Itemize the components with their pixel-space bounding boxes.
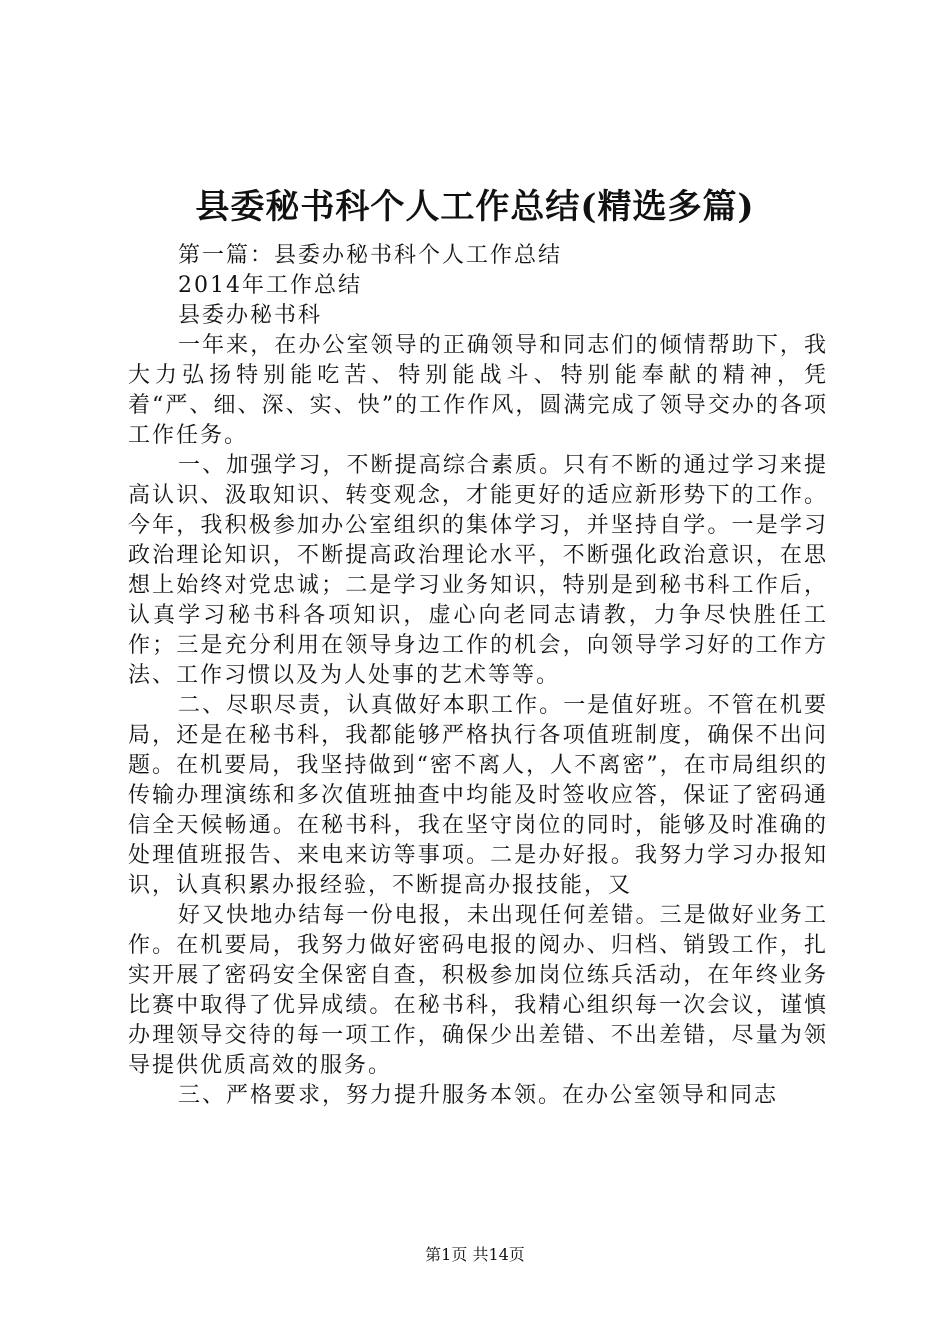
paragraph: 二、尽职尽责，认真做好本职工作。一是值好班。不管在机要局，还是在秘书科，我都能够严格执行各项值班制度，确保不出问题。在机要局，我坚持做到“密不离人，人不离密”，在市局组织的传输办理演练和多次值班抽查中均能及时签收应答，保证了密码通信全天候畅通。在秘书科，我在坚守岗位的同时，能够及时准确的处理值班报告、来电来访等事项。二是办好报。我努力学习办报知识，认真积累办报经验，不断提高办报技能，又 [128,693,828,898]
paragraph: 一年来，在办公室领导的正确领导和同志们的倾情帮助下，我大力弘扬特别能吃苦、特别能战斗、特别能奉献的精神，凭着“严、细、深、实、快”的工作作风，圆满完成了领导交办的各项工作任务。 [128,333,828,448]
document-title: 县委秘书科个人工作总结(精选多篇) [195,187,755,227]
document-body [128,241,828,1111]
section-subheading: 2014年工作总结 [178,273,362,298]
paragraph: 一、加强学习，不断提高综合素质。只有不断的通过学习来提高认识、汲取知识、转变观念，才能更好的适应新形势下的工作。今年，我积极参加办公室组织的集体学习，并坚持自学。一是学习政治理论知识，不断提高政治理论水平，不断强化政治意识，在思想上始终对党忠诚；二是学习业务知识，特别是到秘书科工作后，认真学习秘书科各项知识，虚心向老同志请教，力争尽快胜任工作；三是充分利用在领导身边工作的机会，向领导学习好的工作方法、工作习惯以及为人处事的艺术等等。 [128,453,828,688]
page-number: 第1页 共14页 [425,1245,525,1264]
paragraph: 三、严格要求，努力提升服务本领。在办公室领导和同志 [178,1083,779,1108]
paragraph: 好又快地办结每一份电报，未出现任何差错。三是做好业务工作。在机要局，我努力做好密码电报的阅办、归档、销毁工作，扎实开展了密码安全保密自查，积极参加岗位练兵活动，在年终业务比赛中取得了优异成绩。在秘书科，我精心组织每一次会议，谨慎办理领导交待的每一项工作，确保少出差错、不出差错，尽量为领导提供优质高效的服务。 [128,903,828,1078]
section-heading: 第一篇：县委办秘书科个人工作总结 [178,243,563,268]
section-author: 县委办秘书科 [178,303,323,328]
